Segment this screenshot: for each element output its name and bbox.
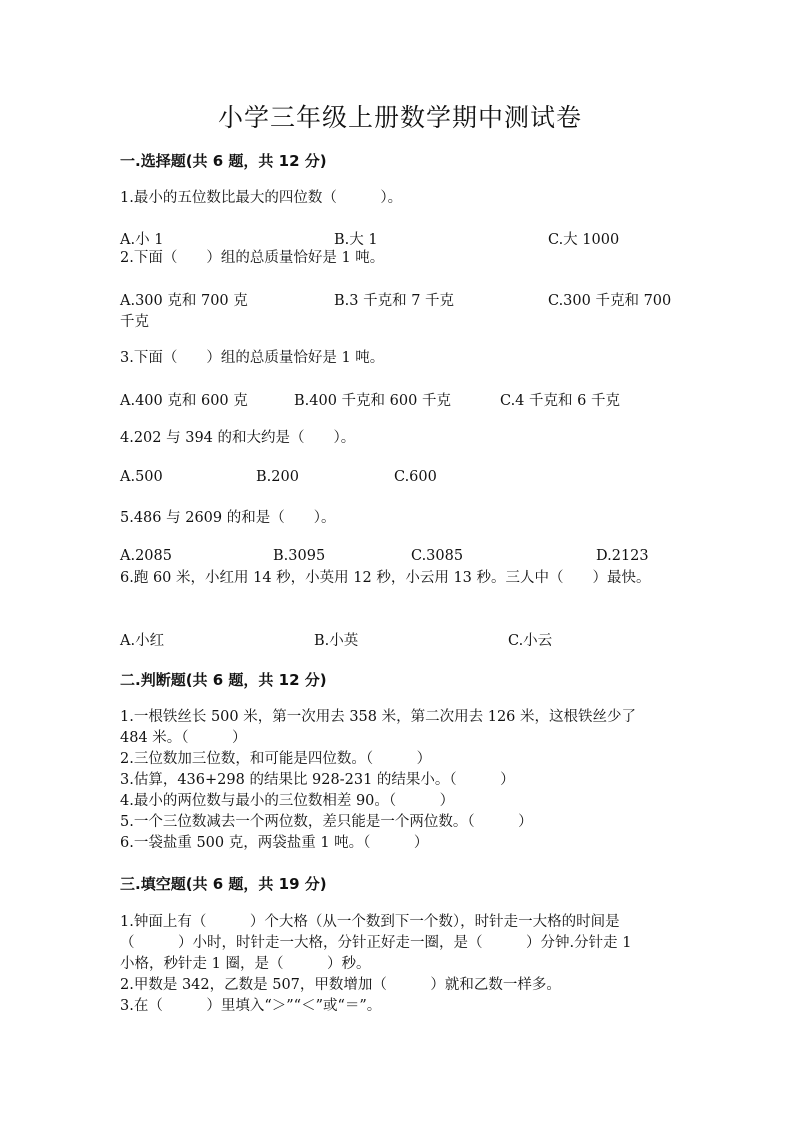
question-5: 5.486 与 2609 的和是（ ）。 [120,510,336,526]
judge-item-2: 2.三位数加三位数，和可能是四位数。（ ） [120,751,432,767]
question-2-option-c: C.300 千克和 700 [548,293,672,309]
section-heading-fill-in: 三.填空题(共 6 题，共 19 分) [120,875,327,893]
question-2-option-a: A.300 克和 700 克 [120,293,248,309]
question-4: 4.202 与 394 的和大约是（ ）。 [120,430,356,446]
question-6: 6.跑 60 米，小红用 14 秒，小英用 12 秒，小云用 13 秒。三人中（ ）最快。 [120,570,651,586]
question-4-option-a: A.500 [120,469,163,485]
question-3-option-b: B.400 千克和 600 千克 [294,393,451,409]
question-4-option-b: B.200 [256,469,299,485]
judge-item-1-continued: 484 米。（ ） [120,730,247,746]
judge-item-4: 4.最小的两位数与最小的三位数相差 90。（ ） [120,793,455,809]
question-1-option-c: C.大 1000 [548,232,620,248]
question-5-option-d: D.2123 [596,548,649,564]
question-6-option-a: A.小红 [120,633,165,649]
judge-item-3: 3.估算，436+298 的结果比 928-231 的结果小。（ ） [120,772,515,788]
question-3-option-c: C.4 千克和 6 千克 [500,393,620,409]
fill-item-2: 2.甲数是 342，乙数是 507，甲数增加（ ）就和乙数一样多。 [120,977,561,993]
question-5-option-c: C.3085 [411,548,464,564]
question-6-option-c: C.小云 [508,633,553,649]
section-heading-true-false: 二.判断题(共 6 题，共 12 分) [120,671,327,689]
question-4-option-c: C.600 [394,469,437,485]
question-2: 2.下面（ ）组的总质量恰好是 1 吨。 [120,250,385,266]
question-2-option-c-continued: 千克 [120,314,149,330]
page-title: 小学三年级上册数学期中测试卷 [217,103,582,132]
question-3: 3.下面（ ）组的总质量恰好是 1 吨。 [120,350,385,366]
fill-item-1-line-3: 小格，秒针走 1 圈，是（ ）秒。 [120,956,371,972]
question-6-option-b: B.小英 [314,633,359,649]
judge-item-6: 6.一袋盐重 500 克，两袋盐重 1 吨。（ ） [120,835,429,851]
fill-item-3: 3.在（ ）里填入“＞”“＜”或“＝”。 [120,998,382,1014]
fill-item-1-line-2: （ ）小时，时针走一大格，分针正好走一圈，是（ ）分钟.分针走 1 [120,935,632,951]
judge-item-1: 1.一根铁丝长 500 米，第一次用去 358 米，第二次用去 126 米，这根铁丝少了 [120,709,637,725]
question-1: 1.最小的五位数比最大的四位数（ ）。 [120,190,403,206]
judge-item-5: 5.一个三位数减去一个两位数，差只能是一个两位数。（ ） [120,814,533,830]
question-3-option-a: A.400 克和 600 克 [120,393,248,409]
question-2-option-b: B.3 千克和 7 千克 [334,293,455,309]
section-heading-multiple-choice: 一.选择题(共 6 题，共 12 分) [120,152,327,170]
question-1-option-a: A.小 1 [120,232,164,248]
fill-item-1: 1.钟面上有（ ）个大格（从一个数到下一个数），时针走一大格的时间是 [120,914,620,930]
question-5-option-a: A.2085 [120,548,172,564]
question-1-option-b: B.大 1 [334,232,378,248]
question-5-option-b: B.3095 [273,548,326,564]
